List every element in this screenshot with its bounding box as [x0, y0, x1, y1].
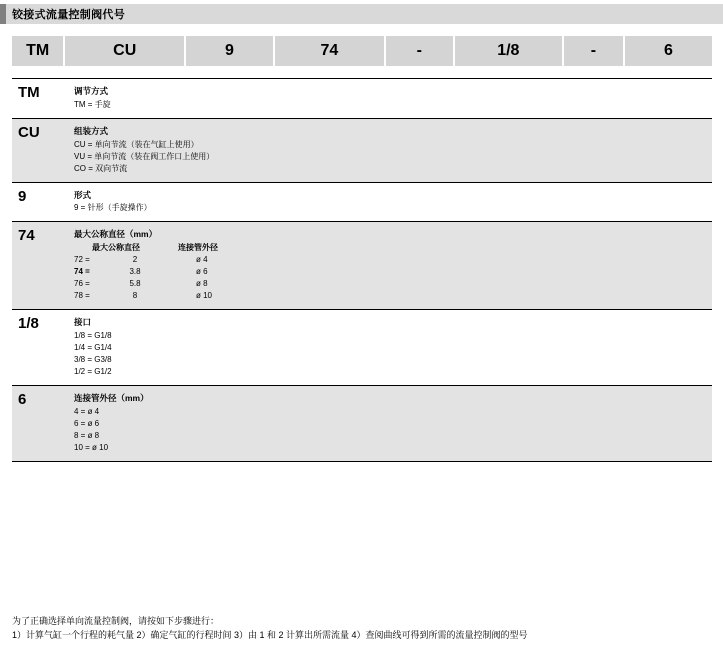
code-cell-tube: 6	[625, 36, 712, 66]
diameter-col2-header: 连接管外径	[178, 243, 218, 252]
row-heading-thread: 接口	[74, 317, 92, 327]
row-heading-form: 形式	[74, 189, 92, 200]
code-cell-dash-2: -	[564, 36, 623, 66]
row-key-tube: 6	[18, 390, 27, 408]
diameter-tube-1: ø 6	[196, 267, 208, 276]
row-body-form	[52, 183, 712, 222]
code-cell-regulation: TM	[12, 36, 63, 66]
row-key-regulation: TM	[18, 84, 40, 101]
product-code-row	[12, 36, 712, 66]
diameter-tube-2: ø 8	[196, 279, 208, 288]
specification-table	[12, 78, 712, 462]
diameter-row-0	[74, 254, 706, 266]
row-heading-regulation: 调节方式	[74, 86, 109, 96]
table-row-diameter	[12, 222, 712, 310]
row-key-diameter: 74	[18, 227, 35, 245]
row-line-assembly-0: CU = 单向节流（装在气缸上使用）	[74, 139, 199, 149]
table-row-regulation	[12, 79, 712, 119]
row-line-tube-3: 10 = ø 10	[74, 442, 109, 452]
footer-note-line-1: 为了正确选择单向流量控制阀，请按如下步骤进行：	[12, 616, 220, 626]
diameter-value-2: 5.8	[129, 279, 141, 288]
code-cell-assembly: CU	[65, 36, 184, 66]
diameter-code-0: 72 =	[74, 255, 90, 264]
table-row-assembly	[12, 119, 712, 183]
page-title: 铰接式流量控制阀代号	[12, 9, 125, 21]
row-line-thread-0: 1/8 = G1/8	[74, 330, 112, 340]
page-title-bar	[0, 4, 723, 24]
row-heading-tube: 连接管外径（mm）	[74, 392, 149, 403]
footer-note-line-2: 1）计算气缸一个行程的耗气量 2）确定气缸的行程时间 3）由 1 和 2 计算出所需流量 4）查阅曲线可得到所需的流量控制阀的型号	[12, 630, 528, 641]
diameter-code-3: 78 =	[74, 291, 90, 300]
code-cell-thread: 1/8	[455, 36, 562, 66]
code-cell-form: 9	[186, 36, 273, 66]
diameter-tube-0: ø 4	[196, 255, 208, 264]
row-body-assembly	[52, 119, 712, 182]
footer-note	[12, 614, 712, 643]
diameter-value-1: 3.8	[129, 267, 141, 276]
row-heading-diameter: 最大公称直径（mm）	[74, 229, 158, 240]
diameter-code-1-bold: 74 =	[74, 267, 90, 276]
row-line-form-0: 9 = 针形（手旋操作）	[74, 203, 152, 213]
diameter-value-0: 2	[132, 255, 138, 264]
row-line-thread-1: 1/4 = G1/4	[74, 342, 112, 352]
row-line-tube-0: 4 = ø 4	[74, 406, 100, 416]
row-line-tube-2: 8 = ø 8	[74, 430, 100, 440]
diameter-col1-header: 最大公称直径	[92, 243, 140, 252]
row-body-thread	[52, 310, 712, 385]
row-heading-assembly: 组装方式	[74, 125, 109, 136]
row-line-thread-3: 1/2 = G1/2	[74, 366, 112, 376]
row-line-assembly-1: VU = 单向节流（装在阀工作口上使用）	[74, 151, 215, 161]
row-body-tube	[52, 386, 712, 461]
row-line-regulation-0: TM = 手旋	[74, 99, 111, 109]
code-cell-dash-1: -	[386, 36, 453, 66]
row-key-thread: 1/8	[18, 315, 39, 332]
row-line-assembly-2: CO = 双向节流	[74, 163, 128, 173]
diameter-row-2	[74, 278, 706, 290]
row-key-form: 9	[18, 187, 27, 205]
diameter-row-3	[74, 290, 706, 302]
diameter-tube-3: ø 10	[196, 291, 213, 300]
row-key-assembly: CU	[18, 123, 40, 141]
diameter-row-1	[74, 266, 706, 278]
diameter-subtable	[74, 242, 706, 302]
diameter-code-1	[74, 266, 92, 278]
row-body-regulation	[52, 79, 712, 118]
row-line-thread-2: 3/8 = G3/8	[74, 354, 112, 364]
row-line-tube-1: 6 = ø 6	[74, 418, 100, 428]
diameter-code-2: 76 =	[74, 279, 90, 288]
row-body-diameter	[52, 222, 712, 309]
table-row-form	[12, 183, 712, 223]
diameter-subtable-header	[92, 242, 706, 254]
table-row-thread	[12, 310, 712, 386]
table-row-tube	[12, 386, 712, 462]
code-cell-diameter: 74	[275, 36, 384, 66]
diameter-value-3: 8	[132, 291, 138, 300]
